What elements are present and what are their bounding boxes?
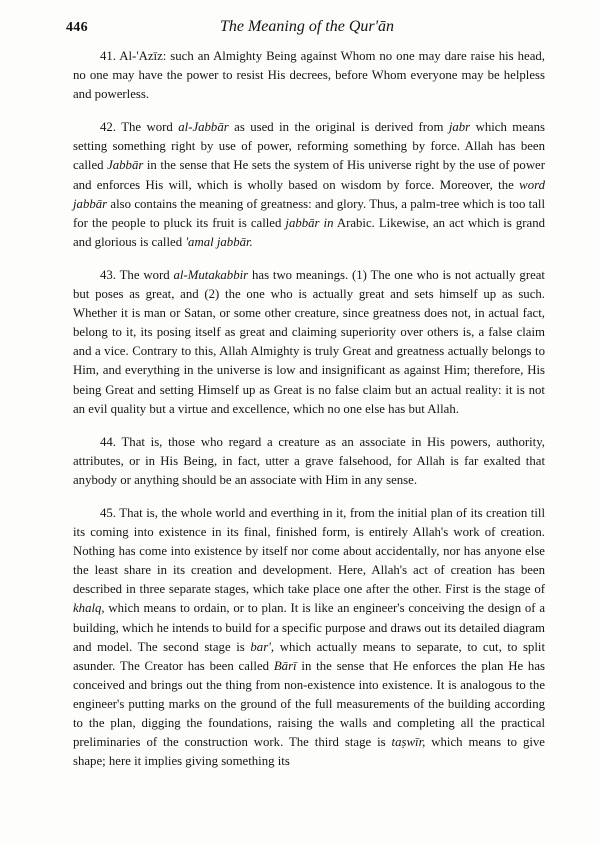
italic-term: jabr: [448, 120, 471, 135]
note-text: in the sense that He sets the system of His universe right by the use of power and enforces His will, which is wholly based on wisdom by force. Moreover, the: [73, 158, 545, 192]
note-text: Arabic. Likewise, an act which is grand and glorious is called: [73, 215, 545, 249]
note-text: 43. The word: [100, 267, 174, 282]
note-text: has two meanings. (1) The one who is not actually great but poses as great, and (2) the one who is actually great and sets himself up as such. Whether it is man or Satan, or some other creature, since greatness does not, in actual fact, belong to it, its posing itself as great and claiming superiority over others is, a false claim and a vice. Contrary to this, Allah Almighty is truly Great and greatness actually belongs to Him, and everything in the universe is low and insignificant as against Him; therefore, His being Great and setting Himself up as Great is no false claim but an actual reality: it is not an evil quality but a virtue and excellence, which no one else has but Allah.: [73, 267, 545, 416]
running-title: The Meaning of the Qur'ān: [219, 18, 395, 35]
italic-term: al-Mutakabbir: [173, 267, 249, 282]
note-paragraph: [73, 118, 545, 252]
commentary-notes: [73, 47, 545, 785]
note-text: 45. That is, the whole world and everthing in it, from the initial plan of its creation till its coming into existence in its final, finished form, is entirely Allah's work of creation. Nothing has come into existence by itself nor come about accidentally, nor has anyone else the least share in its creation and development. Here, Allah's act of creation has been described in three separate stages, which take place one after the other. First is the stage of: [73, 505, 545, 597]
italic-term: taṣwīr,: [391, 735, 426, 750]
italic-term: 'amal jabbār.: [185, 234, 253, 249]
note-text: 41. Al-'Azīz: such an Almighty Being against Whom no one may dare raise his head, no one may have the power to resist His decrees, before Whom everyone may be helpless and powerless.: [73, 49, 545, 102]
note-text: 44. That is, those who regard a creature as an associate in His powers, authority, attributes, or in His Being, in fact, utter a grave falsehood, for Allah is far exalted that anybody or anything should be an associate with Him in any sense.: [73, 434, 545, 487]
note-paragraph: [73, 266, 545, 419]
page-header: [66, 20, 548, 40]
italic-term: khalq,: [73, 601, 105, 616]
italic-term: Bārī: [273, 658, 297, 673]
italic-term: Jabbār: [107, 158, 144, 173]
note-text: 42. The word: [100, 120, 179, 135]
italic-term: jabbār in: [285, 215, 334, 230]
note-paragraph: [73, 504, 545, 771]
note-text: which means to give shape; here it implies giving something its: [73, 735, 545, 769]
italic-term: word jabbār: [73, 177, 545, 211]
note-text: as used in the original is derived from: [228, 120, 449, 135]
page-number: 446: [66, 20, 88, 35]
note-paragraph: [73, 433, 545, 490]
note-text: also contains the meaning of greatness: and glory. Thus, a palm-tree which is too tall for the people to pluck its fruit is called: [73, 196, 545, 230]
note-paragraph: [73, 47, 545, 104]
italic-term: al-Jabbār: [178, 120, 229, 135]
italic-term: bar',: [250, 639, 275, 654]
note-text: in the sense that He enforces the plan He has conceived and brings out the thing from non-existence into existence. It is analogous to the engineer's putting marks on the ground of the full measurements of the building according to the plan, digging the foundations, raising the walls and completing all the practical preliminaries of the construction work. The third stage is: [73, 658, 545, 750]
note-text: which means to ordain, or to plan. It is like an engineer's conceiving the design of a building, which he intends to build for a specific purpose and draws out its detailed diagram and model. The second stage is: [73, 601, 545, 654]
note-text: which means setting something right by use of power, reforming something by force. Allah has been called: [73, 120, 545, 173]
note-text: which actually means to separate, to cut, to split asunder. The Creator has been called: [73, 639, 545, 673]
